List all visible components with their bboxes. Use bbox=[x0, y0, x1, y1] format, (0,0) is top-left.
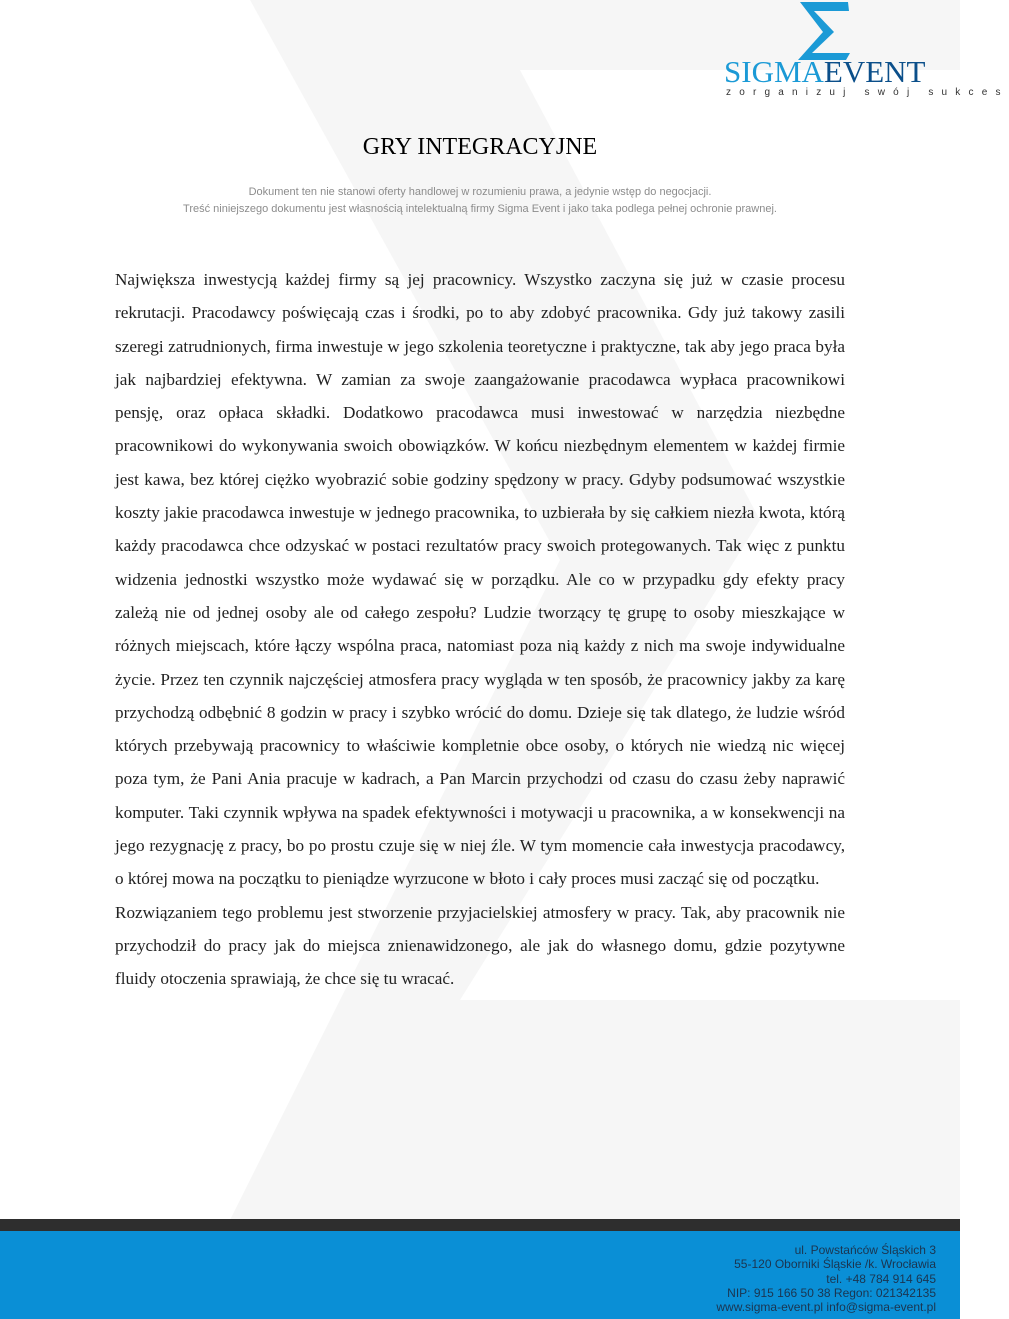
footer-stripe bbox=[0, 1219, 960, 1231]
footer-web-email: www.sigma-event.pl info@sigma-event.pl bbox=[716, 1300, 936, 1315]
document-body bbox=[115, 263, 845, 996]
logo-sigma-text: SIGMA bbox=[724, 54, 824, 89]
disclaimer bbox=[0, 184, 960, 218]
disclaimer-line: Dokument ten nie stanowi oferty handlowej w rozumieniu prawa, a jedynie wstęp do negocjacji. bbox=[248, 186, 712, 198]
sigma-event-logo bbox=[718, 0, 1009, 100]
footer-contact-bar bbox=[0, 1231, 960, 1319]
logo-wordmark bbox=[724, 56, 926, 87]
footer-address-city: 55-120 Oborniki Śląskie /k. Wrocławia bbox=[734, 1257, 936, 1272]
disclaimer-line: Treść niniejszego dokumentu jest własnością intelektualną firmy Sigma Event i jako taka podlega pełnej ochronie prawnej. bbox=[183, 203, 777, 215]
logo-event-text: EVENT bbox=[823, 54, 926, 89]
body-paragraph: Największa inwestycją każdej firmy są jej pracownicy. Wszystko zaczyna się już w czasie procesu rekrutacji. Pracodawcy poświęcają czas i środki, po to aby zdobyć pracownika. Gdy już takowy zasili szeregi zatrudnionych, firma inwestuje w jego szkolenia teoretyczne i praktyczne, tak aby jego praca była jak najbardziej efektywna. W zamian za swoje zaangażowanie pracodawca wypłaca pracownikowi pensję, oraz opłaca składki. Dodatkowo pracodawca musi inwestować w narzędzia niezbędne pracownikowi do wykonywania swoich obowiązków. W końcu niezbędnym elementem w każdej firmie jest kawa, bez której ciężko wyobrazić sobie godziny spędzony w pracy. Gdyby podsumować wszystkie koszty jakie pracodawca inwestuje w jednego pracownika, to uzbierała by się całkiem niezła kwota, którą każdy pracodawca chce odzyskać w postaci rezultatów pracy swoich protegowanych. Tak więc z punktu widzenia jednostki wszystko może wydawać się w porządku. Ale co w przypadku gdy efekty pracy zależą nie od jednej osoby ale od całego zespołu? Ludzie tworzący tę grupę to osoby mieszkające w różnych miejscach, które łączy wspólna praca, natomiast poza nią każdy z nich ma swoje indywidualne życie. Przez ten czynnik najczęściej atmosfera pracy wygląda w ten sposób, że pracownicy jakby za karę przychodzą odbębnić 8 godzin w pracy i szybko wrócić do domu. Dzieje się tak dlatego, że ludzie wśród których przebywają pracownicy to właściwie kompletnie obce osoby, o których nie wiedzą nic więcej poza tym, że Pani Ania pracuje w kadrach, a Pan Marcin przychodzi od czasu do czasu żeby naprawić komputer. Taki czynnik wpływa na spadek efektywności i motywacji u pracownika, a w konsekwencji na jego rezygnację z pracy, bo po prostu czuje się w niej źle. W tym momencie cała inwestycja pracodawcy, o której mowa na początku to pieniądze wyrzucone w błoto i cały proces musi zacząć się od początku. bbox=[115, 270, 845, 889]
footer-contact-info bbox=[716, 1243, 936, 1314]
logo-tagline: zorganizuj swój sukces bbox=[726, 87, 1009, 98]
document-title: GRY INTEGRACYJNE bbox=[362, 134, 598, 160]
footer-address-line: ul. Powstańców Śląskich 3 bbox=[794, 1243, 936, 1257]
footer-tax-ids: NIP: 915 166 50 38 Regon: 021342135 bbox=[727, 1285, 936, 1300]
footer-phone: tel. +48 784 914 645 bbox=[826, 1271, 936, 1286]
sigma-logo-icon bbox=[718, 0, 943, 60]
body-paragraph: Rozwiązaniem tego problemu jest stworzenie przyjacielskiej atmosfery w pracy. Tak, aby pracownik nie przychodził do pracy jak do miejsca znienawidzonego, ale jak do własnego domu, gdzie pozytywne fluidy otoczenia sprawiają, że chce się tu wracać. bbox=[115, 902, 845, 989]
